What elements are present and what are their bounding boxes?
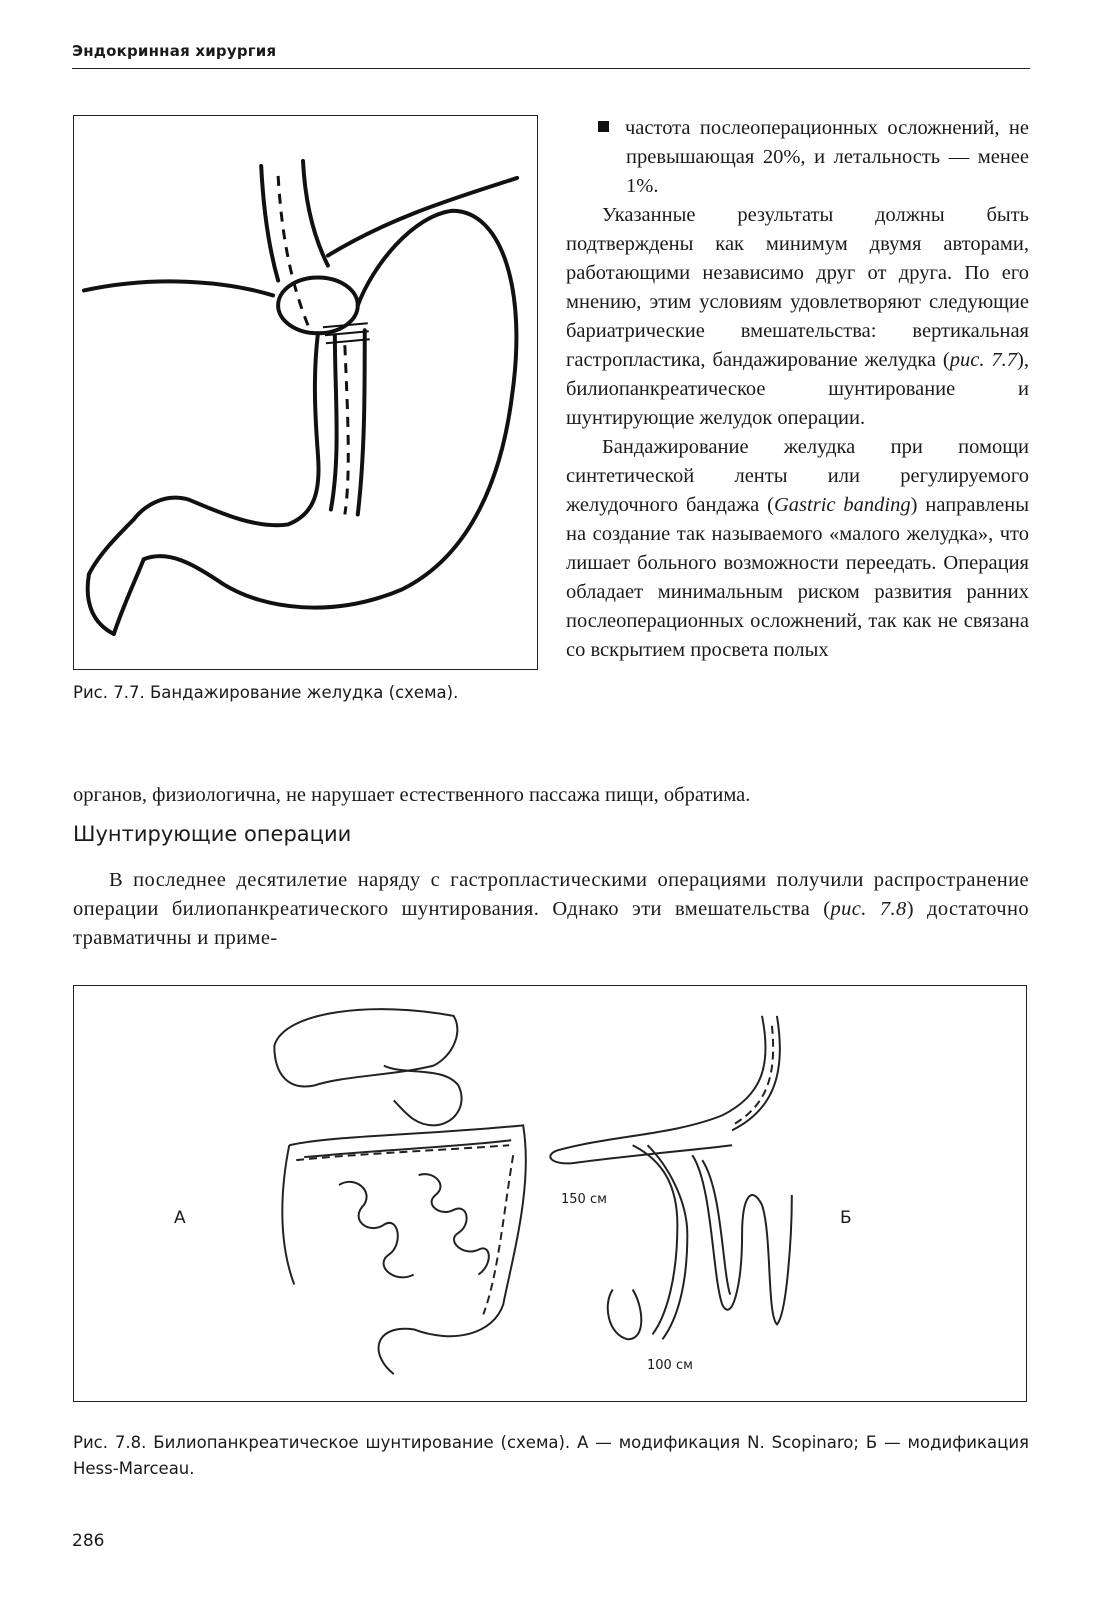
figure-7-7 xyxy=(73,115,538,670)
bullet-square-icon xyxy=(598,121,609,132)
section-paragraph: В последнее десятилетие наряду с гастропластическими операциями получили распространение операции билиопанкреатического шунтирования. Однако эти вмешательства (рис. 7.8) достаточно травматичны и приме- xyxy=(73,869,1029,949)
label-b: Б xyxy=(840,1208,852,1228)
wrap-text-column xyxy=(566,114,1029,665)
paragraph-1: Указанные результаты должны быть подтверждены как минимум двумя авторами, работающими независимо друг от друга. По его мнению, этим условиям удовлетворяют следующие бариатрические вмешательства: вертикальная гастропластика, бандажирование желудка (рис. 7.7), билиопанкреатическое шунтирование и шунтирующие желудок операции. xyxy=(566,204,1029,429)
figure-7-8-caption: Рис. 7.8. Билиопанкреатическое шунтирование (схема). А — модификация N. Scopinaro; Б — модификация Hess-Marceau. xyxy=(73,1433,1029,1478)
figure-ref-7-8: рис. 7.8 xyxy=(830,898,907,920)
figure-7-8 xyxy=(73,985,1027,1402)
figure-ref-7-7: рис. 7.7 xyxy=(949,349,1018,371)
figure-7-7-caption: Рис. 7.7. Бандажирование желудка (схема). xyxy=(73,683,459,702)
header-rule xyxy=(72,68,1030,69)
running-head: Эндокринная хирургия xyxy=(72,42,277,60)
measure-150: 150 см xyxy=(561,1192,607,1207)
section-heading: Шунтирующие операции xyxy=(73,822,352,846)
biliopancreatic-diversion-illustration xyxy=(74,986,1026,1401)
paragraph-2: Бандажирование желудка при помощи синтетической ленты или регулируемого желудочного бандажа (Gastric banding) направлены на создание так называемого «малого желудка», что лишает больного возможности переедать. Операция обладает минимальным риском развития ранних послеоперационных осложнений, так как не связана со вскрытием просвета полых xyxy=(566,436,1029,661)
label-a: А xyxy=(174,1208,186,1228)
measure-100: 100 см xyxy=(647,1358,693,1373)
gastric-banding-illustration xyxy=(74,116,537,669)
bullet-item: частота послеоперационных осложнений, не превышающая 20%, и летальность — менее 1%. xyxy=(566,114,1029,201)
paragraph-2-end: органов, физиологична, не нарушает естественного пассажа пищи, обратима. xyxy=(73,784,751,806)
page-number: 286 xyxy=(72,1531,105,1551)
gastric-banding-term: Gastric banding xyxy=(774,494,911,516)
